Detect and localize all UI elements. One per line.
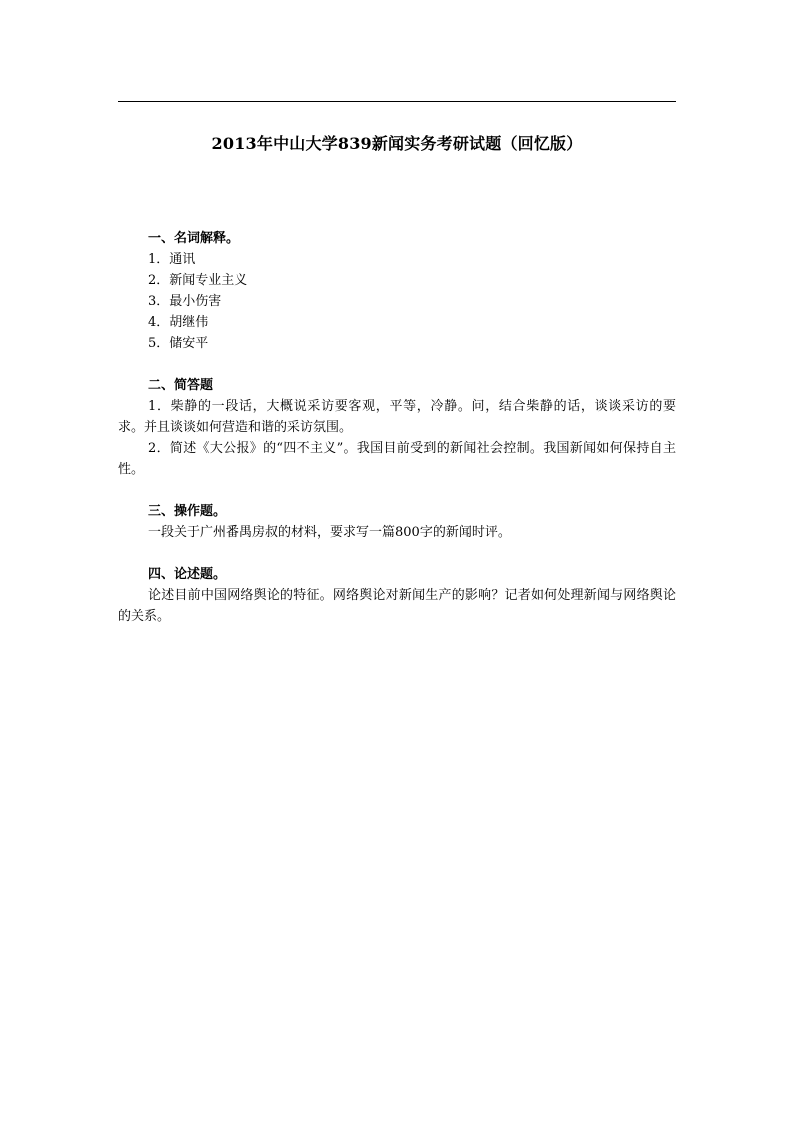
term-item: 2．新闻专业主义	[148, 273, 248, 288]
term-item: 3．最小伤害	[148, 294, 222, 309]
section-short-answer	[118, 375, 676, 480]
term-item: 5．储安平	[148, 336, 209, 351]
question-paragraph: 一段关于广州番禺房叔的材料，要求写一篇800字的新闻时评。	[148, 525, 511, 540]
section-heading: 二、简答题	[148, 378, 214, 393]
section-essay	[118, 564, 676, 627]
question-paragraph: 2．简述《大公报》的“四不主义”。我国目前受到的新闻社会控制。我国新闻如何保持自主性。	[118, 441, 676, 477]
section-heading: 四、论述题。	[148, 567, 227, 582]
term-item: 4．胡继伟	[148, 315, 209, 330]
question-paragraph: 1．柴静的一段话，大概说采访要客观，平等，冷静。问，结合柴静的话，谈谈采访的要求。并且谈谈如何营造和谐的采访氛围。	[118, 399, 676, 435]
section-terms	[118, 228, 676, 354]
section-heading: 一、名词解释。	[148, 231, 240, 246]
header-rule	[118, 101, 676, 102]
term-item: 1．通讯	[148, 252, 196, 267]
question-paragraph: 论述目前中国网络舆论的特征。网络舆论对新闻生产的影响？记者如何处理新闻与网络舆论的关系。	[118, 588, 676, 624]
section-heading: 三、操作题。	[148, 504, 227, 519]
document-body	[118, 228, 676, 627]
section-practical	[118, 501, 676, 543]
document-title: 2013年中山大学839新闻实务考研试题（回忆版）	[211, 134, 583, 153]
